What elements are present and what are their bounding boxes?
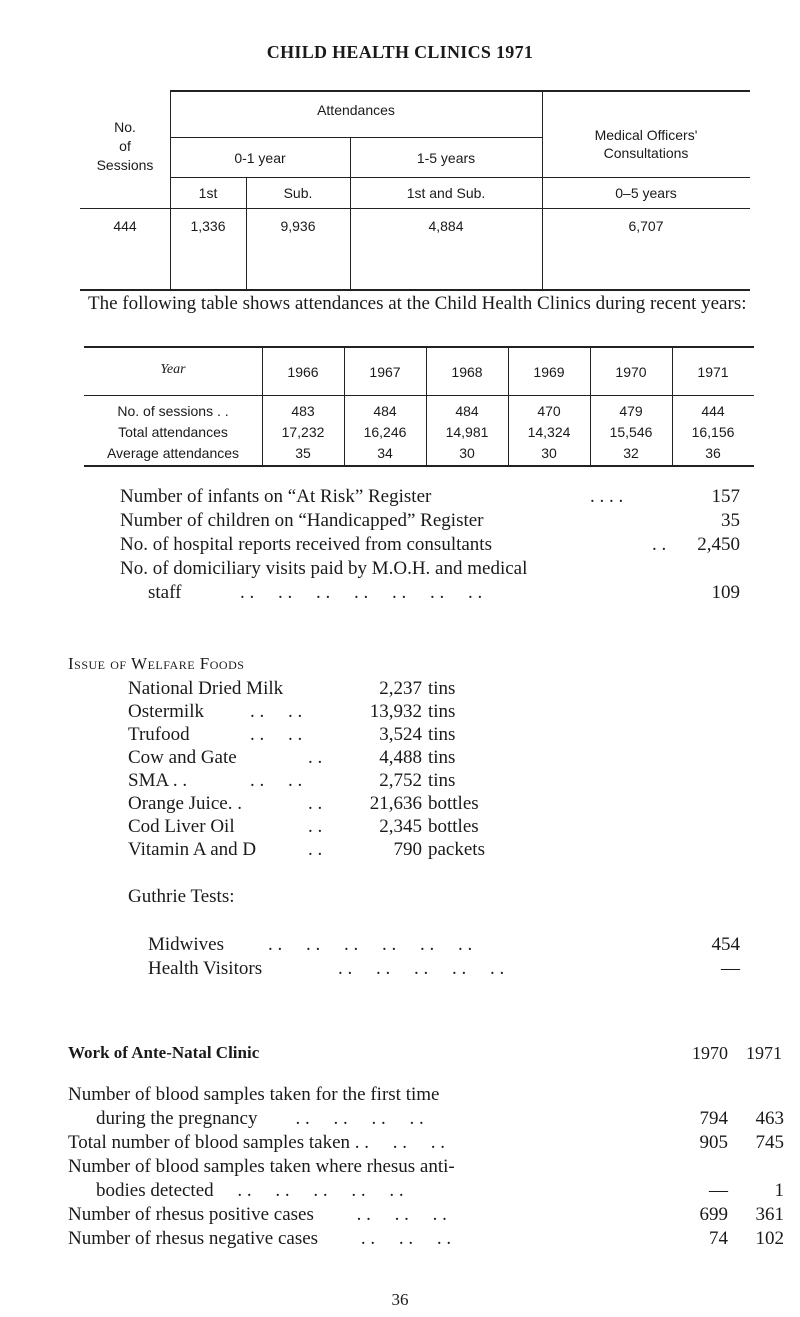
list-item — [68, 1108, 784, 1132]
food-quantity: 2,345 — [379, 816, 422, 837]
table-row-label: No. of sessions . . — [117, 403, 229, 419]
table-cell: 34 — [377, 445, 393, 461]
list-item — [128, 724, 648, 746]
stat-value: 157 — [711, 486, 740, 507]
antenatal-value-1971: 102 — [755, 1228, 784, 1249]
food-quantity: 4,488 — [379, 747, 422, 768]
welfare-foods-heading: Issue of Welfare Foods — [68, 654, 245, 673]
year-1967: 1967 — [369, 364, 401, 380]
food-name: Ostermilk — [128, 701, 204, 722]
year-1966: 1966 — [287, 364, 319, 380]
food-name: SMA . . — [128, 770, 188, 791]
leader-dots: . . . . — [590, 486, 624, 507]
year-1971: 1971 — [697, 364, 729, 380]
food-name: Cod Liver Oil — [128, 816, 235, 837]
antenatal-value-1970: 794 — [699, 1108, 728, 1129]
food-name: Cow and Gate — [128, 747, 237, 768]
antenatal-value-1971: 1 — [774, 1180, 784, 1201]
antenatal-value-1971: 745 — [755, 1132, 784, 1153]
list-item — [128, 678, 648, 700]
table-cell: 484 — [455, 403, 479, 419]
antenatal-value-1970: 699 — [699, 1204, 728, 1225]
leader-dots: . . . . . . . . . . — [338, 958, 505, 979]
food-unit: packets — [428, 839, 485, 860]
table-cell: 483 — [291, 403, 315, 419]
consultations-value: 6,707 — [628, 218, 664, 234]
food-name: Orange Juice. . — [128, 793, 242, 814]
year-1969: 1969 — [533, 364, 565, 380]
leader-dots: . . — [652, 534, 667, 555]
food-unit: tins — [428, 678, 456, 699]
antenatal-year-1971: 1971 — [746, 1043, 782, 1063]
antenatal-label: Number of rhesus negative cases . . . . . . — [68, 1228, 452, 1249]
stat-value: 35 — [721, 510, 740, 531]
clinic-summary-table — [80, 90, 750, 290]
leader-dots: . . . . — [250, 770, 303, 791]
year-1970: 1970 — [615, 364, 647, 380]
list-item — [148, 958, 740, 982]
first-subheader: 1st — [198, 185, 218, 201]
stat-value: 2,450 — [697, 534, 740, 555]
antenatal-heading: Work of Ante-Natal Clinic — [68, 1043, 260, 1062]
antenatal-label: bodies detected . . . . . . . . . . — [96, 1180, 404, 1201]
list-item — [128, 839, 648, 861]
table-cell: 14,324 — [527, 424, 571, 440]
table-cell: 17,232 — [281, 424, 325, 440]
table-cell: 444 — [701, 403, 725, 419]
antenatal-list — [68, 1084, 784, 1252]
register-statistics — [120, 486, 740, 616]
page-title: CHILD HEALTH CLINICS 1971 — [266, 42, 534, 62]
one-five-value: 4,884 — [428, 218, 464, 234]
table-cell: 32 — [623, 445, 639, 461]
list-item — [68, 1084, 748, 1108]
antenatal-label: Number of blood samples taken for the first time — [68, 1084, 440, 1105]
list-item — [68, 1180, 784, 1204]
list-item — [148, 934, 740, 958]
antenatal-value-1971: 463 — [755, 1108, 784, 1129]
food-name: Trufood — [128, 724, 190, 745]
stat-value: 109 — [711, 582, 740, 603]
food-quantity: 13,932 — [369, 701, 422, 722]
guthrie-list — [128, 934, 740, 984]
food-quantity: 2,752 — [379, 770, 422, 791]
list-item — [120, 558, 740, 582]
guthrie-heading: Guthrie Tests: — [128, 886, 235, 907]
table-row-label: Total attendances — [118, 424, 228, 440]
first-value: 1,336 — [190, 218, 226, 234]
list-item — [120, 582, 740, 606]
food-name: Vitamin A and D — [128, 839, 257, 860]
guthrie-value: — — [721, 958, 740, 979]
table-cell: 484 — [373, 403, 397, 419]
antenatal-value-1970: 74 — [709, 1228, 728, 1249]
antenatal-year-1970: 1970 — [692, 1043, 728, 1063]
age-1-5-header: 1-5 years — [416, 150, 476, 166]
list-item — [120, 510, 740, 534]
list-item — [120, 486, 740, 510]
leader-dots: . . . . — [250, 701, 303, 722]
guthrie-value: 454 — [711, 934, 740, 955]
food-quantity: 790 — [393, 839, 422, 860]
food-unit: tins — [428, 724, 456, 745]
page-number: 36 — [391, 1290, 409, 1309]
sessions-header: No. of Sessions — [96, 119, 154, 173]
food-unit: tins — [428, 747, 456, 768]
intro-paragraph: The following table shows attendances at the Child Health Clinics during recent years: — [88, 293, 747, 314]
antenatal-value-1970: 905 — [699, 1132, 728, 1153]
antenatal-value-1970: — — [709, 1180, 728, 1201]
food-name: National Dried Milk — [128, 678, 284, 699]
antenatal-label: Total number of blood samples taken . . . . . . — [68, 1132, 446, 1153]
list-item — [120, 534, 740, 558]
list-item — [68, 1228, 784, 1252]
leader-dots: . . — [308, 816, 323, 837]
sub-value: 9,936 — [280, 218, 316, 234]
list-item — [68, 1132, 784, 1156]
stat-label: No. of hospital reports received from consultants — [120, 534, 492, 555]
stat-label: No. of domiciliary visits paid by M.O.H. and medical — [120, 558, 528, 579]
list-item — [128, 793, 648, 815]
table-cell: 36 — [705, 445, 721, 461]
food-unit: bottles — [428, 793, 479, 814]
leader-dots: . . — [308, 793, 323, 814]
list-item — [68, 1156, 748, 1180]
table-cell: 30 — [541, 445, 557, 461]
attendance-history-table — [84, 346, 754, 466]
leader-dots: . . . . . . . . . . . . — [268, 934, 473, 955]
table-cell: 15,546 — [609, 424, 653, 440]
leader-dots: . . — [308, 839, 323, 860]
leader-dots: . . — [308, 747, 323, 768]
age-0-5-subheader: 0–5 years — [615, 185, 677, 201]
table-cell: 16,156 — [691, 424, 735, 440]
table-row-label: Average attendances — [106, 445, 240, 461]
food-unit: tins — [428, 770, 456, 791]
table-cell: 30 — [459, 445, 475, 461]
stat-label: Number of children on “Handicapped” Register — [120, 510, 484, 531]
table-cell: 479 — [619, 403, 643, 419]
antenatal-label: Number of rhesus positive cases . . . . . . — [68, 1204, 447, 1225]
attendances-header: Attendances — [317, 102, 395, 118]
food-quantity: 3,524 — [379, 724, 422, 745]
medical-officers-header: Medical Officers' Consultations — [594, 127, 698, 161]
welfare-foods-list — [128, 678, 648, 868]
antenatal-label: Number of blood samples taken where rhesus anti- — [68, 1156, 455, 1177]
leader-dots: . . . . . . . . . . . . . . — [240, 582, 483, 603]
table-cell: 14,981 — [445, 424, 489, 440]
food-unit: bottles — [428, 816, 479, 837]
list-item — [68, 1204, 784, 1228]
antenatal-label: during the pregnancy . . . . . . . . — [96, 1108, 424, 1129]
sub-subheader: Sub. — [283, 185, 313, 201]
sessions-value: 444 — [113, 218, 137, 234]
food-quantity: 2,237 — [379, 678, 422, 699]
stat-label: Number of infants on “At Risk” Register — [120, 486, 432, 507]
antenatal-value-1971: 361 — [755, 1204, 784, 1225]
table-cell: 470 — [537, 403, 561, 419]
year-header: Year — [160, 362, 186, 377]
food-unit: tins — [428, 701, 456, 722]
age-0-1-header: 0-1 year — [234, 150, 286, 166]
first-and-sub-subheader: 1st and Sub. — [406, 185, 486, 201]
list-item — [128, 816, 648, 838]
guthrie-label: Health Visitors — [148, 958, 263, 979]
guthrie-label: Midwives — [148, 934, 224, 955]
year-1968: 1968 — [451, 364, 483, 380]
table-cell: 35 — [295, 445, 311, 461]
food-quantity: 21,636 — [369, 793, 422, 814]
leader-dots: . . . . — [250, 724, 303, 745]
table-cell: 16,246 — [363, 424, 407, 440]
list-item — [128, 747, 648, 769]
stat-label: staff — [148, 582, 182, 603]
list-item — [128, 770, 648, 792]
list-item — [128, 701, 648, 723]
